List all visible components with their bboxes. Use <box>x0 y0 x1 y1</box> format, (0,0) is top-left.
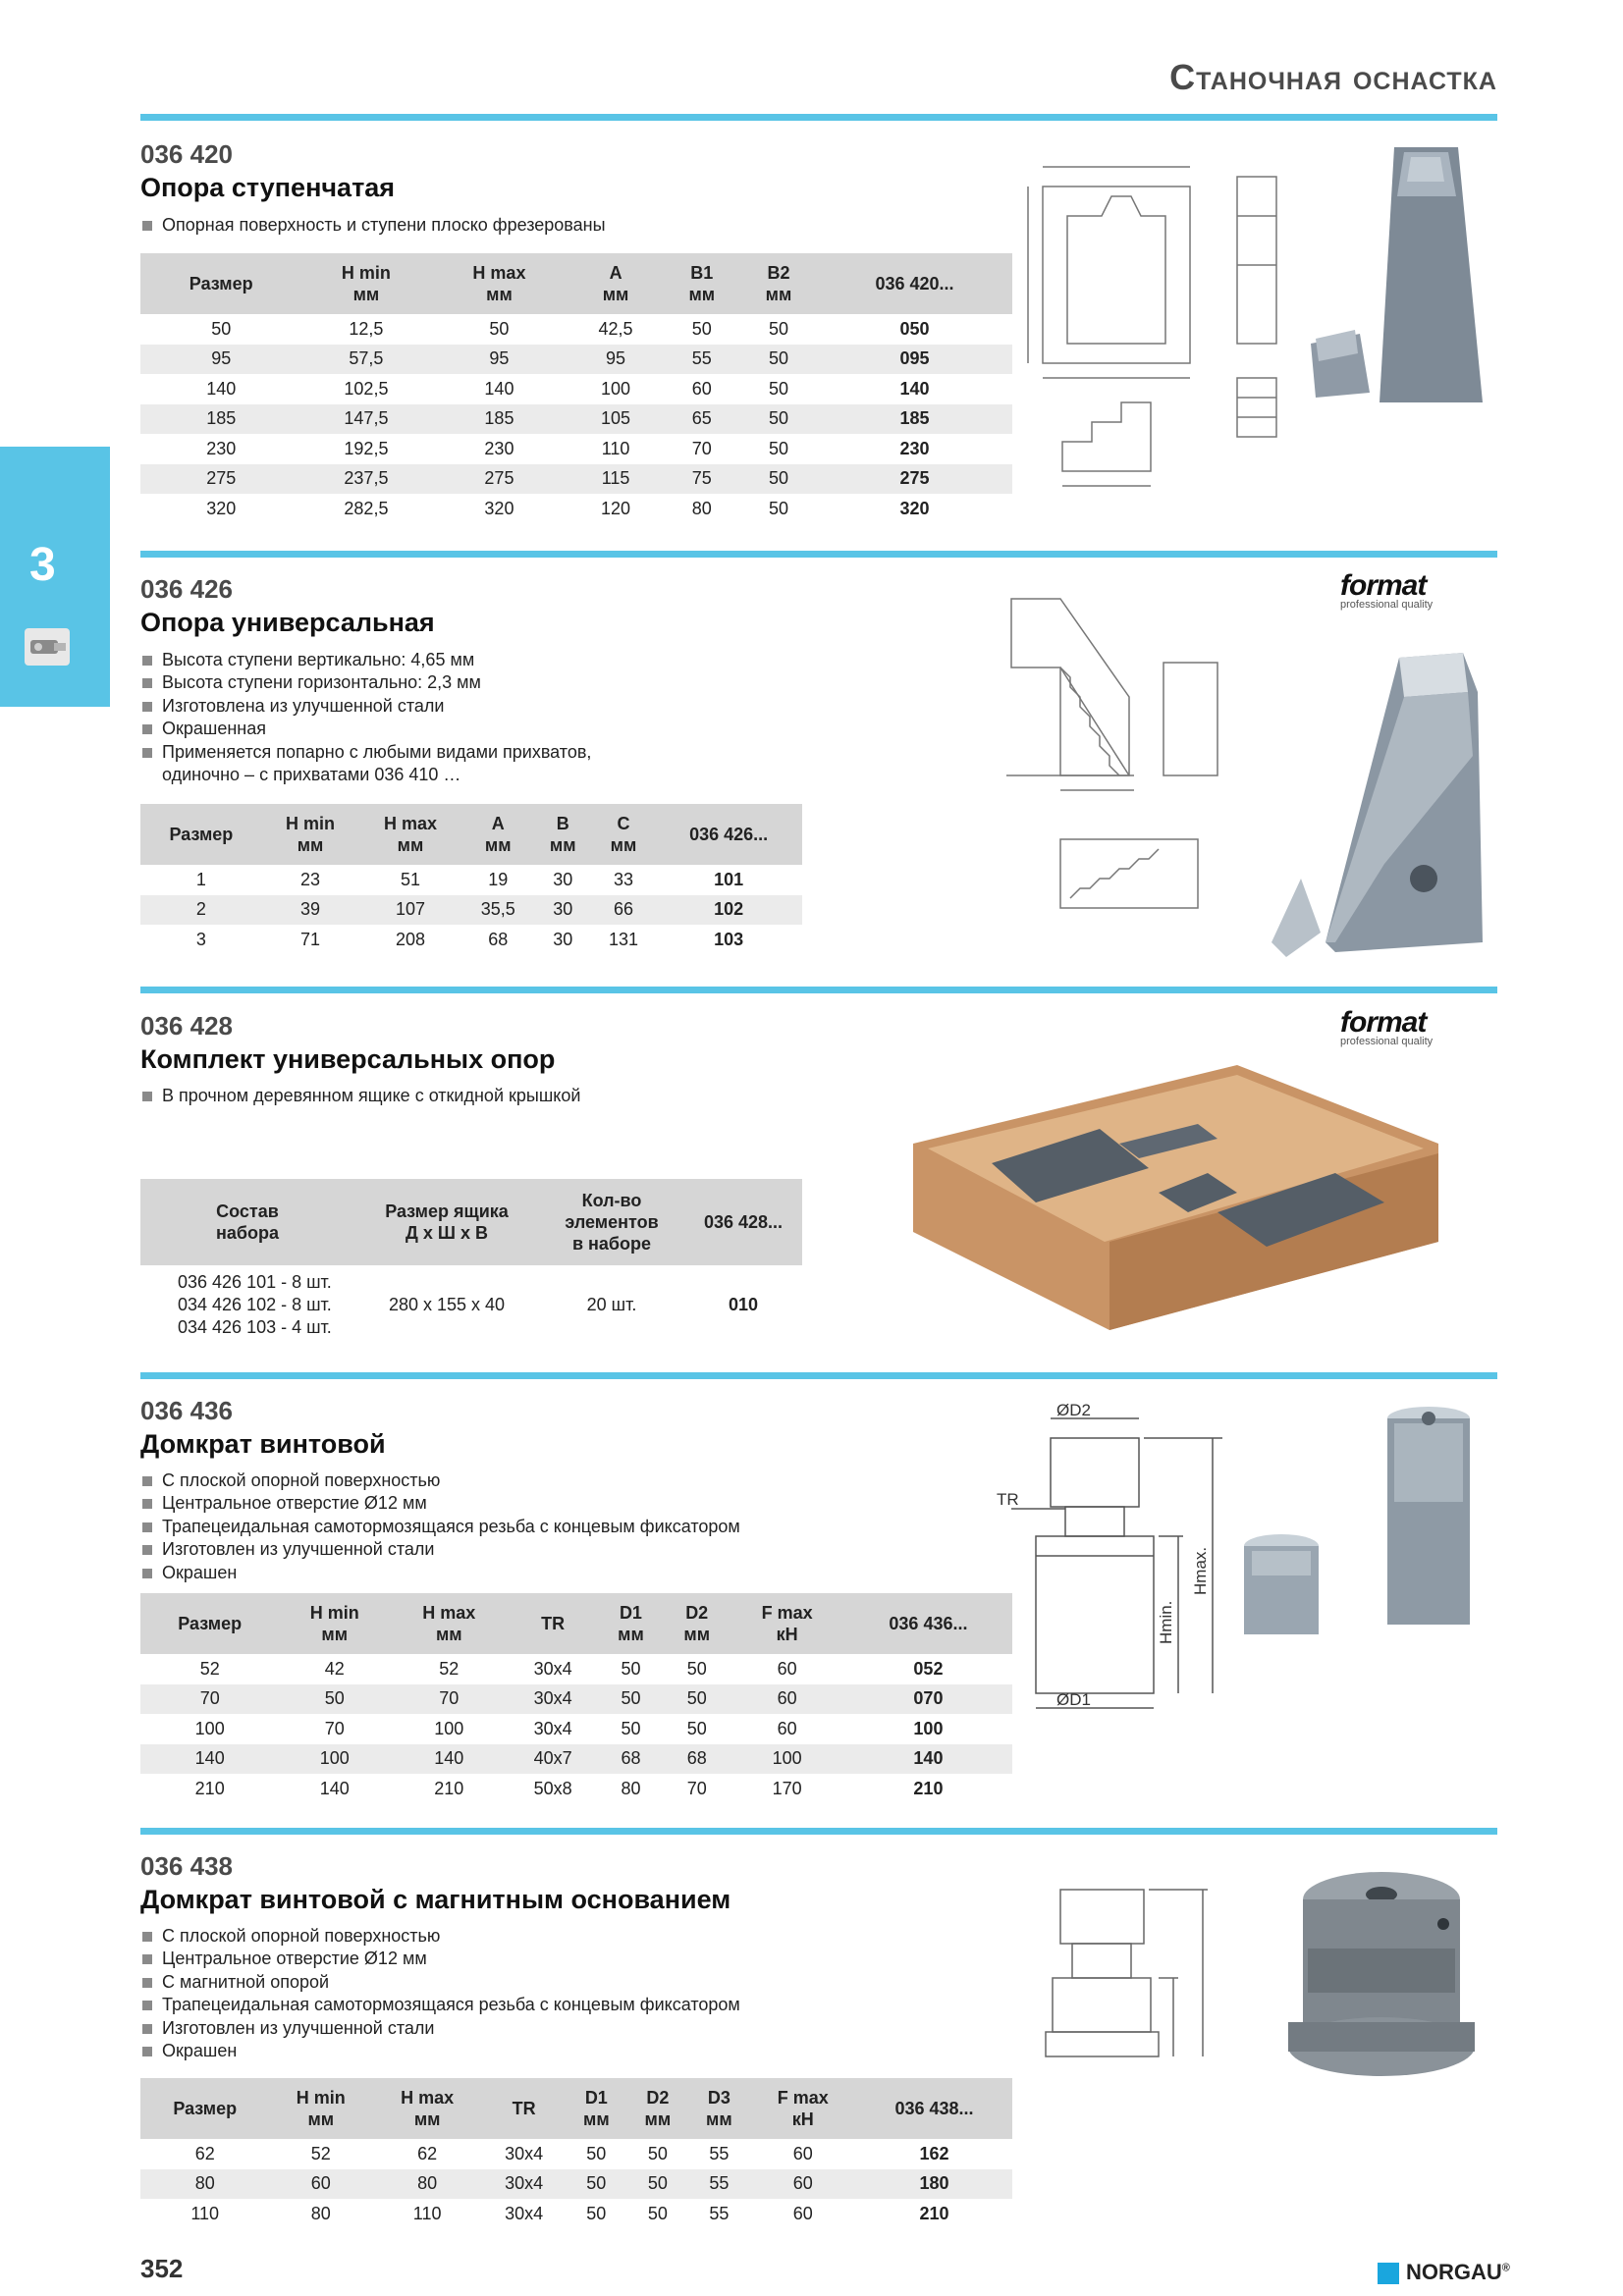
table-row <box>140 464 1012 495</box>
s2-code: 036 426 <box>140 574 233 604</box>
s3-col-box-size: Размер ящика Д х Ш х В <box>354 1179 539 1265</box>
s4-table-body <box>140 1654 1012 1804</box>
table-cell: 2 <box>140 895 262 926</box>
table-cell: 55 <box>709 2203 730 2223</box>
table-cell: 282,5 <box>344 498 389 518</box>
table-cell: 185 <box>430 404 568 435</box>
s2-col-header: 036 426... <box>655 804 802 865</box>
table-cell: 50 <box>621 1658 641 1679</box>
s3-article-cell: 010 <box>728 1295 759 1314</box>
table-cell: 100 <box>279 1744 390 1775</box>
s4-label-d1: ØD1 <box>1056 1690 1091 1709</box>
s5-bullet: Трапецеидальная самотормозящаяся резьба с концевым фиксатором <box>140 1994 887 2016</box>
s3-box-size-cell: 280 х 155 х 40 <box>388 1295 506 1314</box>
table-cell: 095 <box>817 345 1012 375</box>
table-cell: 23 <box>300 869 321 889</box>
table-cell: 60 <box>777 1718 797 1738</box>
s2-title: Опора универсальная <box>140 608 435 637</box>
table-cell: 60 <box>777 1658 797 1679</box>
s4-title: Домкрат винтовой <box>140 1429 386 1459</box>
table-cell: 51 <box>400 869 420 889</box>
s4-bullet: Центральное отверстие Ø12 мм <box>140 1492 887 1515</box>
table-cell: 30x4 <box>505 2203 544 2223</box>
table-row <box>140 404 1012 435</box>
s2-col-header: Размер <box>140 804 262 865</box>
table-cell: 60 <box>792 2203 813 2223</box>
table-cell: 30 <box>553 869 573 889</box>
table-cell: 101 <box>714 869 744 889</box>
s1-col-header: B1 мм <box>664 253 740 314</box>
table-cell: 62 <box>194 2143 215 2163</box>
s4-bullet: Изготовлен из улучшенной стали <box>140 1538 887 1561</box>
s2-col-header: H min мм <box>262 804 359 865</box>
table-cell: 140 <box>140 1744 279 1775</box>
page-header-title: Станочная оснастка <box>1169 57 1497 97</box>
s1-col-header: 036 420... <box>817 253 1012 314</box>
table-cell: 230 <box>899 438 930 458</box>
table-cell: 12,5 <box>349 318 384 339</box>
table-cell: 80 <box>140 2169 269 2200</box>
table-cell: 95 <box>140 345 301 375</box>
norgau-logo: NORGAU® <box>1406 2260 1510 2284</box>
table-cell: 52 <box>310 2143 331 2163</box>
table-cell: 110 <box>601 438 630 458</box>
s2-table-header <box>140 804 802 865</box>
table-row <box>140 2199 1012 2229</box>
table-cell: 70 <box>686 1778 707 1798</box>
s4-bullets <box>140 1469 887 1584</box>
s3-col-article: 036 428... <box>684 1179 802 1265</box>
s2-bullet: Высота ступени горизонтально: 2,3 мм <box>140 671 828 694</box>
table-cell: 70 <box>324 1718 345 1738</box>
chapter-number: 3 <box>29 539 56 591</box>
table-cell: 35,5 <box>462 895 534 926</box>
table-cell: 70 <box>140 1684 279 1715</box>
s5-magnetic-jack-photo <box>1276 1865 1488 2101</box>
table-cell: 66 <box>592 895 656 926</box>
table-cell: 50 <box>768 498 788 518</box>
table-cell: 50 <box>768 318 788 339</box>
table-cell: 60 <box>691 378 712 399</box>
table-cell: 102 <box>655 895 802 926</box>
table-cell: 050 <box>899 318 930 339</box>
table-cell: 237,5 <box>301 464 430 495</box>
table-cell: 140 <box>484 378 514 399</box>
s4-label-d2: ØD2 <box>1056 1401 1091 1419</box>
s5-title: Домкрат винтовой с магнитным основанием <box>140 1885 731 1914</box>
table-cell: 42 <box>324 1658 345 1679</box>
table-cell: 140 <box>899 378 930 399</box>
s5-col-header: Размер <box>140 2078 269 2139</box>
table-cell: 30 <box>553 929 573 949</box>
s4-col-header: H max мм <box>390 1593 508 1654</box>
s5-bullet: Центральное отверстие Ø12 мм <box>140 1948 887 1970</box>
s1-step-block-photo <box>1301 137 1497 412</box>
s5-code: 036 438 <box>140 1851 233 1881</box>
table-cell: 100 <box>913 1718 944 1738</box>
table-cell: 140 <box>844 1744 1012 1775</box>
s2-col-header: C мм <box>592 804 656 865</box>
table-cell: 230 <box>484 438 514 458</box>
table-row <box>140 2139 1012 2169</box>
s4-bullet: Трапецеидальная самотормозящаяся резьба с концевым фиксатором <box>140 1516 887 1538</box>
s3-title: Комплект универсальных опор <box>140 1044 556 1074</box>
s1-bullets <box>140 214 828 237</box>
s4-col-header: F max кН <box>730 1593 844 1654</box>
s5-table <box>140 2078 1012 2229</box>
table-cell: 60 <box>730 1684 844 1715</box>
table-cell: 80 <box>691 498 712 518</box>
s4-label-hmax: Hmax. <box>1191 1546 1210 1595</box>
s4-table <box>140 1593 1012 1804</box>
table-cell: 39 <box>262 895 359 926</box>
table-cell: 80 <box>372 2169 482 2200</box>
section-divider <box>140 1372 1497 1379</box>
table-cell: 75 <box>664 464 740 495</box>
table-cell: 208 <box>395 929 426 949</box>
table-cell: 210 <box>913 1778 944 1798</box>
s2-bullet: Применяется попарно с любыми видами прихватов, <box>140 741 828 764</box>
table-cell: 162 <box>919 2143 949 2163</box>
s5-col-header: D1 мм <box>566 2078 627 2139</box>
table-cell: 50 <box>768 378 788 399</box>
s4-col-header: H min мм <box>279 1593 390 1654</box>
table-cell: 100 <box>434 1718 464 1738</box>
table-row <box>140 374 1012 404</box>
table-cell: 50 <box>211 318 232 339</box>
s5-bullet: С магнитной опорой <box>140 1971 887 1994</box>
s3-bullets <box>140 1085 828 1107</box>
s1-bullet: Опорная поверхность и ступени плоско фрезерованы <box>140 214 828 237</box>
table-cell: 147,5 <box>301 404 430 435</box>
table-cell: 320 <box>484 498 514 518</box>
table-cell: 30x4 <box>505 2143 544 2163</box>
s4-col-header: D2 мм <box>664 1593 730 1654</box>
table-cell: 50 <box>686 1718 707 1738</box>
table-cell: 50 <box>586 2203 607 2223</box>
section-divider <box>140 551 1497 558</box>
s4-label-tr: TR <box>997 1490 1019 1509</box>
table-cell: 30x4 <box>533 1718 572 1738</box>
s4-screw-jack-photo <box>1232 1404 1497 1669</box>
s3-count-cell: 20 шт. <box>586 1295 637 1314</box>
section-divider <box>140 1828 1497 1835</box>
table-cell: 62 <box>417 2143 438 2163</box>
s1-col-header: B2 мм <box>740 253 817 314</box>
s5-bullet: Окрашен <box>140 2040 887 2062</box>
table-cell: 210 <box>194 1778 225 1798</box>
s2-universal-support-photo <box>1267 648 1497 962</box>
table-cell: 50 <box>691 318 712 339</box>
s1-code: 036 420 <box>140 139 233 169</box>
table-cell: 50 <box>664 1684 730 1715</box>
table-row <box>140 895 802 926</box>
table-cell: 50 <box>566 2169 627 2200</box>
s2-col-header: A мм <box>462 804 534 865</box>
s1-technical-drawing <box>1023 147 1219 510</box>
table-cell: 102,5 <box>344 378 389 399</box>
table-cell: 80 <box>310 2203 331 2223</box>
table-cell: 100 <box>194 1718 225 1738</box>
table-cell: 70 <box>691 438 712 458</box>
table-cell: 140 <box>319 1778 350 1798</box>
table-cell: 210 <box>434 1778 464 1798</box>
table-row <box>140 1654 1012 1684</box>
table-cell: 52 <box>199 1658 220 1679</box>
s2-bullet-continuation: одиночно – с прихватами 036 410 … <box>162 765 461 785</box>
s3-bullet: В прочном деревянном ящике с откидной крышкой <box>140 1085 828 1107</box>
s2-bullets <box>140 649 828 786</box>
table-cell: 57,5 <box>301 345 430 375</box>
table-row <box>140 345 1012 375</box>
table-cell: 140 <box>390 1744 508 1775</box>
s4-table-header <box>140 1593 1012 1654</box>
table-cell: 30x4 <box>482 2169 566 2200</box>
s4-col-header: 036 436... <box>844 1593 1012 1654</box>
s5-col-header: D3 мм <box>688 2078 750 2139</box>
table-cell: 50 <box>586 2143 607 2163</box>
s3-wooden-box-photo <box>903 1045 1448 1340</box>
s1-side-views <box>1222 157 1291 491</box>
table-cell: 50 <box>740 345 817 375</box>
table-cell: 50x8 <box>533 1778 572 1798</box>
table-cell: 275 <box>430 464 568 495</box>
s4-col-header: D1 мм <box>598 1593 664 1654</box>
table-cell: 52 <box>439 1658 460 1679</box>
s4-col-header: Размер <box>140 1593 279 1654</box>
s1-col-header: H min мм <box>301 253 430 314</box>
s2-bullet: Окрашенная <box>140 718 828 740</box>
table-cell: 55 <box>709 2143 730 2163</box>
table-row <box>140 1744 1012 1775</box>
s5-bullet: С плоской опорной поверхностью <box>140 1925 887 1948</box>
table-row <box>140 494 1012 524</box>
table-cell: 80 <box>621 1778 641 1798</box>
format-logo: format <box>1340 1006 1427 1039</box>
table-cell: 50 <box>489 318 510 339</box>
s4-code: 036 436 <box>140 1396 233 1425</box>
s5-col-header: F max кН <box>750 2078 856 2139</box>
section-divider <box>140 114 1497 121</box>
table-cell: 3 <box>195 929 206 949</box>
format-logo: format <box>1340 569 1427 602</box>
table-cell: 107 <box>358 895 461 926</box>
format-logo-tagline: professional quality <box>1340 599 1434 611</box>
s3-code: 036 428 <box>140 1011 233 1041</box>
table-row <box>140 865 802 895</box>
s1-table <box>140 253 1012 524</box>
s5-technical-drawing <box>1011 1870 1227 2076</box>
table-cell: 30 <box>534 895 592 926</box>
table-cell: 60 <box>750 2169 856 2200</box>
s4-technical-drawing <box>992 1399 1237 1723</box>
table-cell: 180 <box>856 2169 1012 2200</box>
section-divider <box>140 987 1497 993</box>
table-cell: 070 <box>844 1684 1012 1715</box>
format-logo-tagline: professional quality <box>1340 1036 1434 1047</box>
s2-technical-drawing <box>1001 589 1237 942</box>
table-cell: 320 <box>206 498 237 518</box>
chapter-tool-icon <box>25 628 70 666</box>
table-cell: 40x7 <box>508 1744 597 1775</box>
s2-table <box>140 804 802 955</box>
table-cell: 42,5 <box>598 318 633 339</box>
s3-col-composition: Состав набора <box>140 1179 354 1265</box>
table-cell: 50 <box>621 1718 641 1738</box>
table-cell: 110 <box>190 2203 220 2223</box>
table-cell: 60 <box>792 2143 813 2163</box>
s3-composition-cell: 036 426 101 - 8 шт. 034 426 102 - 8 шт. 034 426 103 - 4 шт. <box>178 1272 332 1337</box>
table-cell: 70 <box>390 1684 508 1715</box>
table-cell: 50 <box>279 1684 390 1715</box>
table-cell: 115 <box>568 464 663 495</box>
table-cell: 68 <box>598 1744 664 1775</box>
page-number: 352 <box>140 2254 184 2283</box>
s5-table-body <box>140 2139 1012 2229</box>
table-cell: 50 <box>598 1684 664 1715</box>
table-cell: 65 <box>664 404 740 435</box>
s1-table-body <box>140 314 1012 524</box>
s5-col-header: H max мм <box>372 2078 482 2139</box>
table-cell: 192,5 <box>344 438 389 458</box>
s5-col-header: 036 438... <box>856 2078 1012 2139</box>
s1-col-header: A мм <box>568 253 663 314</box>
s5-bullets <box>140 1925 887 2062</box>
table-cell: 50 <box>647 2143 668 2163</box>
s5-table-header <box>140 2078 1012 2139</box>
s4-label-hmin: Hmin. <box>1157 1600 1175 1644</box>
table-cell: 1 <box>195 869 206 889</box>
table-cell: 71 <box>300 929 321 949</box>
s1-title: Опора ступенчатая <box>140 173 396 202</box>
table-cell: 68 <box>664 1744 730 1775</box>
table-cell: 230 <box>206 438 237 458</box>
s1-col-header: Размер <box>140 253 301 314</box>
table-row <box>140 1714 1012 1744</box>
table-cell: 120 <box>601 498 631 518</box>
table-row <box>140 1684 1012 1715</box>
table-row <box>140 1265 802 1345</box>
table-cell: 185 <box>140 404 301 435</box>
s1-table-header <box>140 253 1012 314</box>
table-cell: 30x4 <box>533 1658 572 1679</box>
table-cell: 275 <box>140 464 301 495</box>
s5-col-header: TR <box>482 2078 566 2139</box>
s4-bullet: С плоской опорной поверхностью <box>140 1469 887 1492</box>
table-cell: 103 <box>714 929 744 949</box>
table-cell: 50 <box>647 2203 668 2223</box>
s2-bullet: Изготовлена из улучшенной стали <box>140 695 828 718</box>
s4-col-header: TR <box>508 1593 597 1654</box>
table-cell: 50 <box>740 464 817 495</box>
s5-col-header: D2 мм <box>627 2078 689 2139</box>
table-cell: 170 <box>772 1778 802 1798</box>
table-cell: 100 <box>601 378 631 399</box>
s2-col-header: B мм <box>534 804 592 865</box>
table-cell: 052 <box>913 1658 944 1679</box>
s2-table-body <box>140 865 802 955</box>
table-cell: 95 <box>568 345 663 375</box>
s4-bullet: Окрашен <box>140 1562 887 1584</box>
s2-col-header: H max мм <box>358 804 461 865</box>
table-row <box>140 1774 1012 1804</box>
s5-col-header: H min мм <box>269 2078 372 2139</box>
norgau-logo-mark <box>1378 2263 1399 2284</box>
table-cell: 105 <box>568 404 663 435</box>
table-cell: 55 <box>664 345 740 375</box>
table-cell: 185 <box>817 404 1012 435</box>
table-cell: 110 <box>412 2203 442 2223</box>
s3-table-header <box>140 1179 802 1265</box>
table-cell: 60 <box>269 2169 372 2200</box>
table-cell: 68 <box>488 929 509 949</box>
s3-col-count: Кол-во элементов в наборе <box>539 1179 684 1265</box>
table-cell: 320 <box>899 498 930 518</box>
table-cell: 95 <box>430 345 568 375</box>
s5-bullet: Изготовлен из улучшенной стали <box>140 2017 887 2040</box>
table-cell: 50 <box>740 404 817 435</box>
table-cell: 50 <box>627 2169 689 2200</box>
s3-table <box>140 1179 802 1345</box>
table-row <box>140 314 1012 345</box>
s2-bullet: Высота ступени вертикально: 4,65 мм <box>140 649 828 671</box>
table-cell: 275 <box>817 464 1012 495</box>
table-cell: 140 <box>206 378 237 399</box>
table-row <box>140 925 802 955</box>
table-cell: 30x4 <box>508 1684 597 1715</box>
table-cell: 131 <box>608 929 638 949</box>
table-cell: 55 <box>688 2169 750 2200</box>
table-row <box>140 2169 1012 2200</box>
s1-col-header: H max мм <box>430 253 568 314</box>
table-cell: 50 <box>768 438 788 458</box>
table-cell: 33 <box>613 869 633 889</box>
table-row <box>140 434 1012 464</box>
table-cell: 19 <box>488 869 509 889</box>
table-cell: 210 <box>919 2203 949 2223</box>
table-cell: 100 <box>730 1744 844 1775</box>
table-cell: 50 <box>686 1658 707 1679</box>
